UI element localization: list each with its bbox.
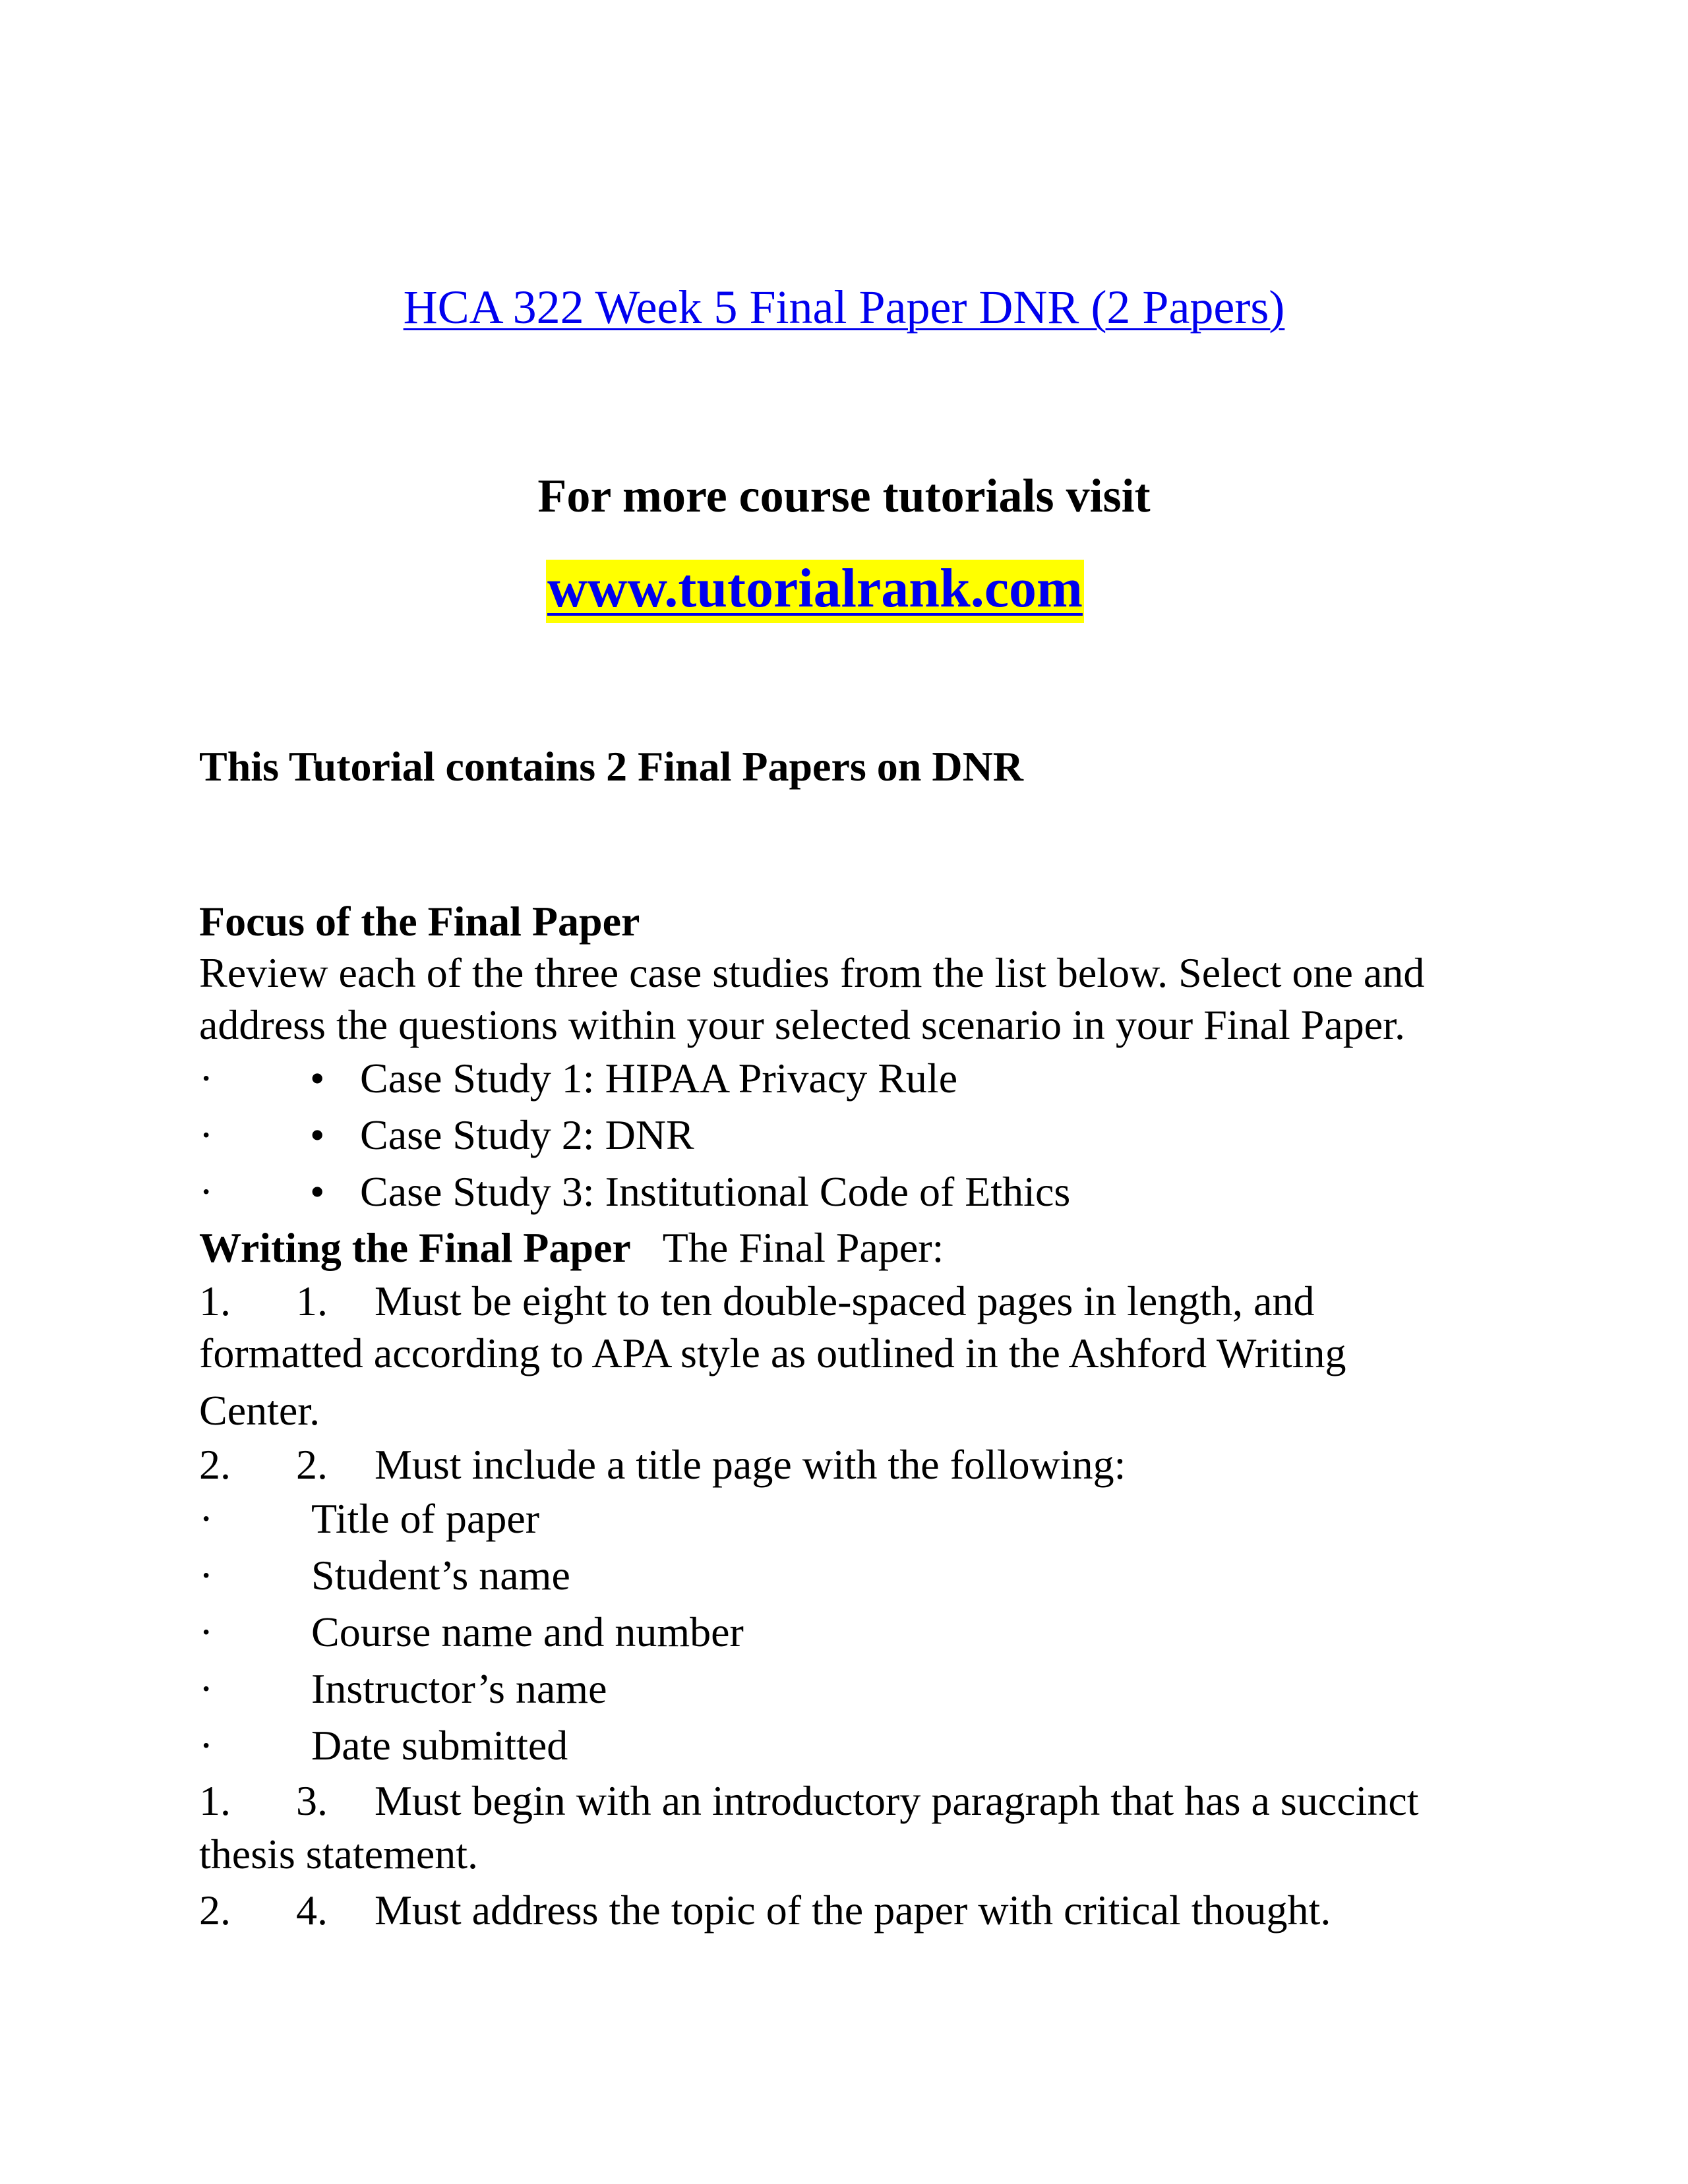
focus-line-1: Review each of the three case studies from the list below. Select one and <box>199 949 1425 996</box>
site-link[interactable]: www.tutorialrank.com <box>546 560 1084 623</box>
bullet-icon: • <box>310 1168 325 1215</box>
list-item-text: Case Study 1: HIPAA Privacy Rule <box>360 1055 958 1102</box>
focus-line-2: address the questions within your selected scenario in your Final Paper. <box>199 1001 1405 1048</box>
requirement-text-cont: Center. <box>199 1387 320 1434</box>
list-item-text: Instructor’s name <box>311 1665 607 1712</box>
list-item-text: Course name and number <box>311 1608 744 1655</box>
title-link[interactable]: HCA 322 Week 5 Final Paper DNR (2 Papers) <box>403 281 1285 334</box>
requirement-text: Must begin with an introductory paragraph that has a succinct <box>375 1777 1419 1824</box>
inner-number: 4. <box>296 1887 328 1933</box>
list-item-text: Case Study 3: Institutional Code of Ethics <box>360 1168 1071 1215</box>
list-dot: · <box>199 1168 214 1215</box>
outer-number: 2. <box>199 1441 231 1488</box>
inner-number: 2. <box>296 1441 328 1488</box>
list-dot: · <box>199 1608 214 1655</box>
inner-number: 3. <box>296 1777 328 1824</box>
bullet-icon: • <box>310 1111 325 1158</box>
visit-text: For more course tutorials visit <box>537 469 1151 522</box>
writing-heading-line <box>199 1224 944 1271</box>
list-item-text: Title of paper <box>311 1495 540 1542</box>
intro-heading: This Tutorial contains 2 Final Papers on DNR <box>199 743 1023 790</box>
writing-heading: Writing the Final Paper <box>199 1224 631 1271</box>
inner-number: 1. <box>296 1278 328 1324</box>
list-item-text: Student’s name <box>311 1552 570 1599</box>
list-dot: · <box>199 1111 214 1158</box>
focus-heading: Focus of the Final Paper <box>199 898 640 945</box>
outer-number: 1. <box>199 1777 231 1824</box>
writing-subheading: The Final Paper: <box>662 1224 944 1271</box>
list-dot: · <box>199 1665 214 1712</box>
requirement-text: Must address the topic of the paper with critical thought. <box>375 1887 1331 1933</box>
requirement-text: Must be eight to ten double-spaced pages in length, and <box>375 1278 1315 1324</box>
requirement-text-cont: thesis statement. <box>199 1831 479 1877</box>
list-dot: · <box>199 1552 214 1599</box>
outer-number: 1. <box>199 1278 231 1324</box>
list-item-text: Case Study 2: DNR <box>360 1111 694 1158</box>
requirement-text-cont: formatted according to APA style as outlined in the Ashford Writing <box>199 1330 1346 1376</box>
list-dot: · <box>199 1495 214 1542</box>
list-dot: · <box>199 1722 214 1769</box>
bullet-icon: • <box>310 1055 325 1102</box>
list-dot: · <box>199 1055 214 1102</box>
requirement-text: Must include a title page with the following: <box>375 1441 1126 1488</box>
outer-number: 2. <box>199 1887 231 1933</box>
list-item-text: Date submitted <box>311 1722 568 1769</box>
